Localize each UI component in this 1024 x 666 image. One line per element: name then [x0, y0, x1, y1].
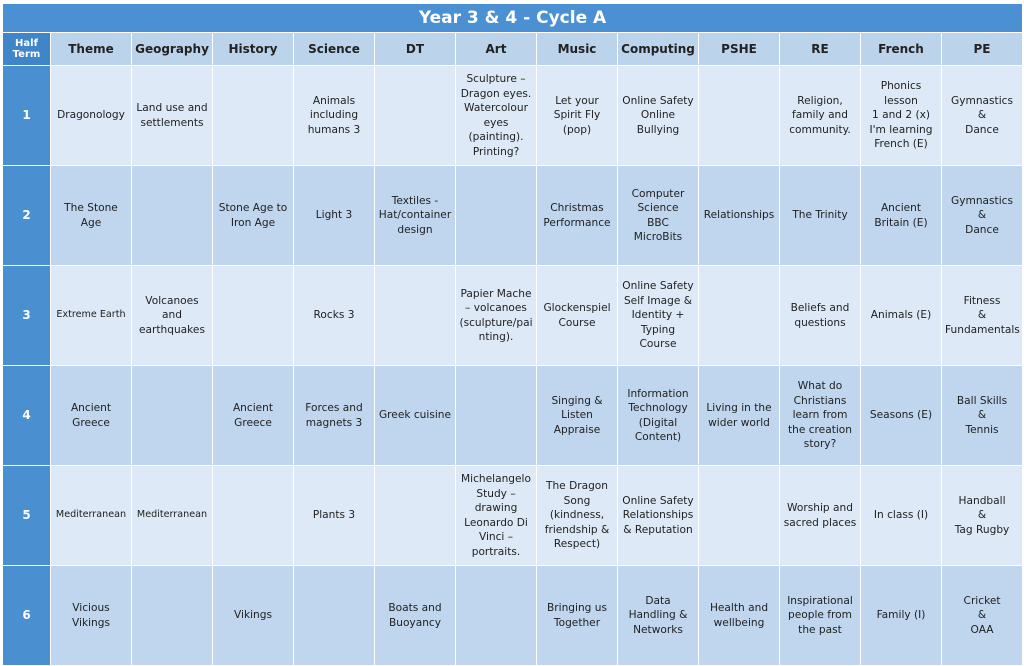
cell-line: Sculpture – [466, 73, 526, 85]
cell-line: Networks [633, 623, 683, 636]
cell-line: the creation [787, 423, 852, 436]
cell-line: including [309, 109, 359, 122]
cell-line: Course [639, 338, 677, 351]
cell-line: wider world [708, 416, 770, 429]
cell-history [213, 466, 293, 565]
cell-science [294, 266, 374, 365]
cell-line: Health and [709, 602, 769, 614]
cell-dt [375, 366, 455, 465]
header-theme: Theme [51, 33, 131, 65]
cell-line: Printing? [472, 145, 520, 158]
cell-line: & [977, 509, 987, 522]
header-pshe: PSHE [699, 33, 779, 65]
cell-line: design [397, 223, 433, 236]
cell-art [456, 66, 536, 165]
cell-line: learn from [792, 409, 848, 422]
cell-line: Content) [634, 431, 682, 443]
cell-line: Inspirational [787, 594, 853, 607]
cell-dt [375, 566, 455, 665]
cell-line: Worship and [787, 502, 853, 514]
cell-music [537, 566, 617, 665]
cell-line: 1 and 2 (x) [871, 109, 931, 122]
cell-line: Greek cuisine [378, 409, 452, 422]
cell-line: Volcanoes [145, 294, 199, 307]
cell-line: Animals [312, 94, 356, 107]
cell-line: Boats and [388, 602, 442, 614]
cell-line: earthquakes [139, 323, 205, 336]
cell-line: Ancient [70, 402, 112, 414]
cell-line: Glockenspiel [543, 302, 611, 314]
cell-line: Course [558, 316, 596, 329]
header-half-term-line1: Half [15, 38, 38, 49]
cell-french [861, 266, 941, 365]
cell-line: & [977, 109, 987, 122]
cell-line: The Dragon [546, 480, 608, 493]
cell-line: I'm learning [869, 123, 933, 136]
cell-line: Dragonology [57, 109, 125, 122]
cell-computing [618, 366, 698, 465]
cell-line: Vinci – [478, 531, 514, 543]
cell-science [294, 366, 374, 465]
cell-line: Dance [965, 123, 999, 136]
cell-line: Christmas [550, 202, 604, 214]
table-row [3, 566, 1022, 665]
table-row [3, 66, 1022, 165]
cell-line: settlements [140, 116, 204, 129]
header-row [3, 33, 1022, 65]
cell-re [780, 266, 860, 365]
cell-dt [375, 266, 455, 365]
cell-music [537, 466, 617, 565]
cell-computing [618, 466, 698, 565]
cell-line: Gymnastics [951, 94, 1013, 107]
cell-art [456, 566, 536, 665]
half-term-number: 6 [3, 566, 50, 665]
cell-line: Dance [965, 223, 999, 236]
cell-line: Bullying [636, 123, 680, 136]
cell-computing [618, 66, 698, 165]
cell-line: Study – [476, 487, 516, 500]
cell-line: wellbeing [713, 616, 765, 629]
header-computing: Computing [618, 33, 698, 65]
cell-line: What do [797, 380, 843, 393]
cell-line: Dragon eyes. [460, 87, 532, 100]
cell-french [861, 566, 941, 665]
cell-pshe [699, 166, 779, 265]
cell-line: Michelangelo [461, 473, 531, 485]
page-title: Year 3 & 4 - Cycle A [3, 4, 1022, 32]
cell-line: Online Safety [622, 280, 694, 293]
cell-line: Living in the [706, 402, 772, 414]
header-dt: DT [375, 33, 455, 65]
cell-line: Stone Age to [218, 202, 288, 214]
cell-line: Mediterranean [55, 509, 127, 521]
cell-re [780, 166, 860, 265]
cell-pshe [699, 366, 779, 465]
cell-line: Technology [628, 402, 688, 414]
cell-music [537, 266, 617, 365]
cell-line: & [977, 409, 987, 422]
cell-theme [51, 466, 131, 565]
cell-line: Family (I) [876, 609, 926, 622]
cell-line: Hat/container [378, 209, 452, 222]
cell-line: (pop) [562, 123, 592, 136]
table-row [3, 266, 1022, 365]
cell-line: Relationships [703, 209, 775, 222]
cell-line: Animals (E) [870, 309, 932, 322]
cell-line: BBC [647, 216, 669, 229]
cell-line: & [977, 609, 987, 622]
cell-line: Christians [793, 394, 847, 407]
cell-line: (Digital [638, 416, 678, 429]
cell-geography [132, 166, 212, 265]
cell-line: Buoyancy [388, 616, 442, 629]
table-row [3, 166, 1022, 265]
cell-line: Handling & [628, 609, 688, 622]
cell-line: Fundamentals [945, 323, 1020, 336]
cell-pshe [699, 266, 779, 365]
cell-line: the past [798, 623, 842, 636]
cell-line: – volcanoes [465, 302, 527, 314]
cell-line: Vikings [234, 609, 272, 622]
header-geography: Geography [132, 33, 212, 65]
cell-computing [618, 166, 698, 265]
cell-line: Mediterranean [136, 509, 208, 521]
header-half-term-line2: Term [12, 49, 41, 60]
cell-french [861, 366, 941, 465]
cell-line: Singing & [551, 394, 603, 407]
cell-line: (kindness, [549, 509, 605, 522]
cell-line: Rocks 3 [313, 309, 355, 322]
cell-line: questions [794, 316, 846, 329]
header-half-term [3, 33, 50, 65]
cell-theme [51, 366, 131, 465]
cell-line: Science [637, 202, 679, 214]
cell-pe [942, 66, 1022, 165]
cell-re [780, 566, 860, 665]
cell-history [213, 66, 293, 165]
half-term-number: 5 [3, 466, 50, 565]
cell-pe [942, 166, 1022, 265]
cell-line: Tennis [965, 423, 999, 436]
cell-line: Papier Mache [460, 287, 532, 300]
cell-line: Typing [640, 323, 676, 336]
cell-art [456, 266, 536, 365]
cell-history [213, 366, 293, 465]
cell-line: Plants 3 [312, 509, 356, 522]
cell-pe [942, 566, 1022, 665]
cell-re [780, 466, 860, 565]
cell-line: sacred places [783, 516, 857, 529]
cell-french [861, 66, 941, 165]
cell-line: portraits. [471, 545, 521, 558]
cell-line: story? [803, 438, 837, 451]
cell-line: Tag Rugby [954, 523, 1010, 536]
cell-line: Together [553, 616, 601, 629]
cell-history [213, 566, 293, 665]
cell-art [456, 466, 536, 565]
cell-theme [51, 266, 131, 365]
cell-line: Beliefs and [790, 302, 850, 314]
cell-line: Age [80, 216, 102, 229]
cell-line: eyes [483, 116, 509, 129]
table-row [3, 466, 1022, 565]
cell-line: Vikings [72, 616, 110, 629]
cell-line: Land use and [136, 102, 208, 114]
cell-line: Online Safety [622, 494, 694, 507]
cell-line: Listen [561, 409, 593, 422]
cell-computing [618, 566, 698, 665]
cell-line: (painting). [468, 131, 524, 143]
cell-line: Computer [631, 187, 685, 200]
cell-geography [132, 466, 212, 565]
header-re: RE [780, 33, 860, 65]
cell-science [294, 566, 374, 665]
cell-line: Let your [555, 94, 599, 107]
cell-line: Watercolour [464, 102, 528, 114]
cell-line: Light 3 [315, 209, 353, 222]
cell-geography [132, 266, 212, 365]
cell-theme [51, 566, 131, 665]
half-term-number: 3 [3, 266, 50, 365]
curriculum-table [2, 3, 1023, 666]
cell-line: Song [563, 494, 591, 507]
cell-theme [51, 66, 131, 165]
cell-science [294, 66, 374, 165]
cell-line: MicroBits [633, 231, 683, 243]
cell-music [537, 66, 617, 165]
cell-re [780, 366, 860, 465]
cell-line: Religion, [797, 94, 843, 107]
cell-line: & [977, 309, 987, 322]
cell-line: & [977, 209, 987, 222]
cell-line: Leonardo Di [464, 516, 528, 529]
cell-line: Identity + [631, 309, 685, 322]
cell-geography [132, 366, 212, 465]
cell-pshe [699, 466, 779, 565]
cell-line: French (E) [874, 138, 928, 151]
cell-line: Greece [72, 416, 110, 429]
cell-line: The Trinity [792, 209, 848, 222]
cell-pe [942, 266, 1022, 365]
cell-line: Phonics lesson [880, 80, 922, 107]
cell-line: Information [627, 387, 689, 400]
cell-pe [942, 466, 1022, 565]
header-art: Art [456, 33, 536, 65]
cell-line: friendship & [544, 523, 610, 536]
cell-line: Forces and [305, 402, 363, 414]
cell-music [537, 166, 617, 265]
cell-line: Textiles - [391, 194, 439, 207]
cell-line: Online [640, 109, 676, 122]
cell-history [213, 166, 293, 265]
table-row [3, 366, 1022, 465]
cell-dt [375, 466, 455, 565]
cell-line: family and [792, 109, 848, 122]
cell-line: In class (I) [873, 509, 929, 522]
cell-science [294, 166, 374, 265]
cell-geography [132, 66, 212, 165]
cell-line: (sculpture/pai [459, 316, 533, 329]
cell-line: Cricket [963, 594, 1001, 607]
header-music: Music [537, 33, 617, 65]
cell-pshe [699, 566, 779, 665]
cell-line: Seasons (E) [869, 409, 933, 422]
cell-line: Gymnastics [951, 194, 1013, 207]
half-term-number: 1 [3, 66, 50, 165]
cell-re [780, 66, 860, 165]
cell-pshe [699, 66, 779, 165]
cell-line: Handball [958, 494, 1006, 507]
cell-computing [618, 266, 698, 365]
half-term-number: 4 [3, 366, 50, 465]
cell-line: Relationships [622, 509, 694, 522]
cell-line: Bringing us [547, 602, 607, 614]
cell-line: & Reputation [623, 523, 693, 536]
cell-line: Data [645, 594, 671, 607]
cell-line: Iron Age [230, 216, 276, 229]
cell-pe [942, 366, 1022, 465]
cell-line: community. [789, 123, 851, 136]
cell-line: Spirit Fly [553, 109, 601, 122]
cell-line: Online Safety [622, 94, 694, 107]
header-pe: PE [942, 33, 1022, 65]
cell-line: Self Image & [623, 294, 693, 307]
header-history: History [213, 33, 293, 65]
cell-art [456, 166, 536, 265]
cell-line: Ball Skills [956, 394, 1008, 407]
header-french: French [861, 33, 941, 65]
cell-line: Vicious [72, 602, 110, 614]
cell-line: The Stone [64, 202, 118, 214]
cell-geography [132, 566, 212, 665]
cell-line: Appraise [553, 423, 601, 436]
cell-dt [375, 66, 455, 165]
cell-line: nting). [478, 331, 514, 343]
cell-line: and [162, 309, 182, 322]
cell-french [861, 166, 941, 265]
cell-line: Ancient [880, 202, 922, 214]
cell-line: people from [788, 609, 852, 622]
cell-line: Respect) [553, 538, 601, 551]
cell-line: Ancient [232, 402, 274, 414]
cell-line: drawing [474, 502, 518, 514]
header-science: Science [294, 33, 374, 65]
cell-line: humans 3 [307, 123, 361, 136]
cell-line: OAA [970, 623, 994, 636]
cell-line: Britain (E) [874, 216, 928, 229]
cell-line: Performance [543, 216, 611, 229]
cell-theme [51, 166, 131, 265]
cell-music [537, 366, 617, 465]
cell-history [213, 266, 293, 365]
cell-line: Fitness [963, 294, 1001, 307]
cell-line: Extreme Earth [56, 309, 126, 321]
cell-dt [375, 166, 455, 265]
cell-science [294, 466, 374, 565]
half-term-number: 2 [3, 166, 50, 265]
cell-french [861, 466, 941, 565]
cell-art [456, 366, 536, 465]
cell-line: magnets 3 [305, 416, 363, 429]
cell-line: Greece [234, 416, 272, 429]
